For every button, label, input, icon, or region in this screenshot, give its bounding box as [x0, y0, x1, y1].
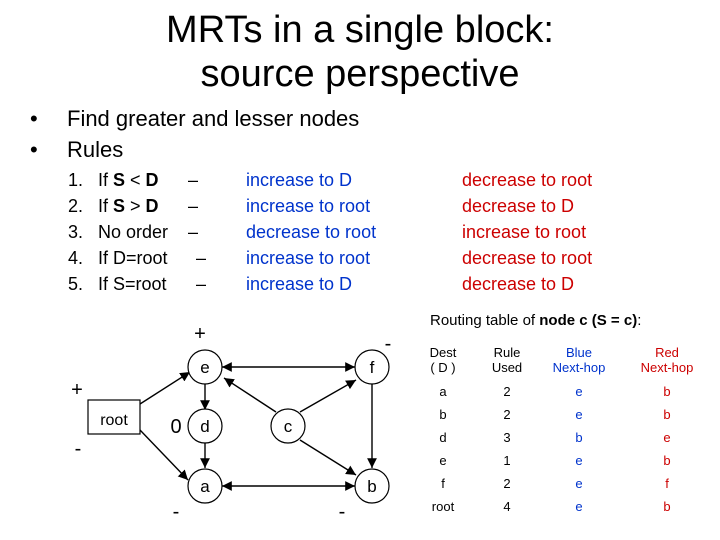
node-b-label: b: [367, 477, 377, 496]
table-caption: [430, 312, 641, 329]
cell-blue-hop: e: [575, 407, 583, 422]
cell-rule: 2: [503, 407, 511, 422]
label-minus-left: -: [74, 438, 82, 460]
node-c-label: c: [283, 417, 293, 436]
graph-diagram: [0, 300, 410, 540]
caption-node: node c (S = c): [539, 312, 638, 329]
node-root-label: root: [100, 412, 128, 429]
cell-red-hop: e: [663, 430, 671, 445]
cell-blue-hop: e: [575, 476, 583, 491]
table-row: [408, 472, 712, 495]
rule-condition-text: No order: [98, 222, 169, 242]
rule-number: 5.: [68, 274, 84, 294]
node-f-label: f: [369, 358, 375, 377]
node-d-label: d: [200, 417, 210, 436]
cell-blue-hop: e: [575, 499, 583, 514]
rule-blue-action: increase to D: [246, 170, 353, 190]
bullet-text-2: Rules: [67, 137, 124, 162]
title-line-2: source perspective: [200, 53, 520, 95]
rule-red-action: decrease to root: [462, 248, 593, 268]
table-body: [408, 380, 712, 518]
cell-rule: 2: [503, 384, 511, 399]
title-line-1: MRTs in a single block:: [166, 9, 554, 51]
cell-red-hop: f: [665, 476, 669, 491]
edge-root-e: [140, 372, 190, 404]
rule-condition-text: If: [98, 196, 114, 216]
edge-c-b: [300, 440, 356, 475]
rule-blue-action: decrease to root: [246, 222, 377, 242]
label-plus-top: +: [194, 323, 206, 345]
rule-condition-text: If S=root: [98, 274, 167, 294]
rule-dest: D: [145, 196, 159, 216]
cell-dest: a: [439, 384, 447, 399]
cell-rule: 2: [503, 476, 511, 491]
rule-red-action: decrease to root: [462, 170, 593, 190]
table-row: [408, 403, 712, 426]
cell-blue-hop: e: [575, 384, 583, 399]
rule-red-action: increase to root: [462, 222, 587, 242]
cell-dest: f: [441, 476, 445, 491]
rule-number: 1.: [68, 170, 84, 190]
rule-condition: [98, 167, 159, 193]
rule-number: 4.: [68, 248, 84, 268]
cell-rule: 4: [503, 499, 511, 514]
cell-dest: root: [431, 499, 455, 514]
rule-dash: –: [188, 196, 199, 216]
rule-condition-text: If: [98, 170, 114, 190]
header-blue: Blue Next-hop: [552, 345, 606, 375]
cell-rule: 3: [503, 430, 511, 445]
rule-number: 2.: [68, 196, 84, 216]
bullet-dot: •: [30, 106, 38, 131]
caption-suffix: :: [637, 312, 642, 329]
rule-condition: [98, 271, 167, 297]
cell-red-hop: b: [663, 499, 671, 514]
rule-dash: –: [196, 274, 207, 294]
rule-condition: [98, 219, 168, 245]
cell-rule: 1: [503, 453, 511, 468]
cell-blue-hop: e: [575, 453, 583, 468]
rule-number: 3.: [68, 222, 84, 242]
rule-condition-text: If D=root: [98, 248, 168, 268]
rule-dest: D: [145, 170, 159, 190]
cell-blue-hop: b: [575, 430, 583, 445]
label-plus-left: +: [71, 379, 83, 401]
header-dest: Dest ( D ): [429, 345, 457, 375]
rule-dash: –: [188, 222, 199, 242]
rule-operator: <: [125, 170, 146, 190]
table-row: [408, 449, 712, 472]
rule-blue-action: increase to D: [246, 274, 353, 294]
cell-dest: d: [439, 430, 447, 445]
cell-dest: b: [439, 407, 447, 422]
rule-operator: >: [125, 196, 146, 216]
label-minus-a: -: [172, 501, 180, 523]
table-row: [408, 495, 712, 518]
rule-red-action: decrease to D: [462, 196, 575, 216]
rule-condition: [98, 193, 159, 219]
rule-dash: –: [188, 170, 199, 190]
rule-dash: –: [196, 248, 207, 268]
cell-red-hop: b: [663, 453, 671, 468]
label-minus-f: -: [384, 333, 392, 355]
bullet-dot: •: [30, 137, 38, 162]
bullet-text-1: Find greater and lesser nodes: [67, 106, 360, 131]
rule-condition: [98, 245, 168, 271]
rule-blue-action: increase to root: [246, 248, 371, 268]
cell-red-hop: b: [663, 407, 671, 422]
rule-source: S: [113, 170, 126, 190]
label-zero: 0: [170, 416, 182, 438]
node-e-label: e: [200, 358, 210, 377]
edge-c-f: [300, 380, 356, 412]
rule-red-action: decrease to D: [462, 274, 575, 294]
cell-red-hop: b: [663, 384, 671, 399]
rule-source: S: [113, 196, 126, 216]
table-row: [408, 426, 712, 449]
cell-dest: e: [439, 453, 447, 468]
slide-title: [0, 8, 720, 96]
table-row: [408, 380, 712, 403]
header-red: Red Next-hop: [640, 345, 694, 375]
rule-blue-action: increase to root: [246, 196, 371, 216]
caption-prefix: Routing table of: [430, 312, 540, 329]
label-minus-b: -: [338, 501, 346, 523]
routing-table: [408, 340, 712, 518]
header-rule: Rule Used: [491, 345, 523, 375]
edge-c-e: [224, 378, 276, 412]
node-a-label: a: [200, 477, 210, 496]
table-header-row: [408, 340, 712, 380]
